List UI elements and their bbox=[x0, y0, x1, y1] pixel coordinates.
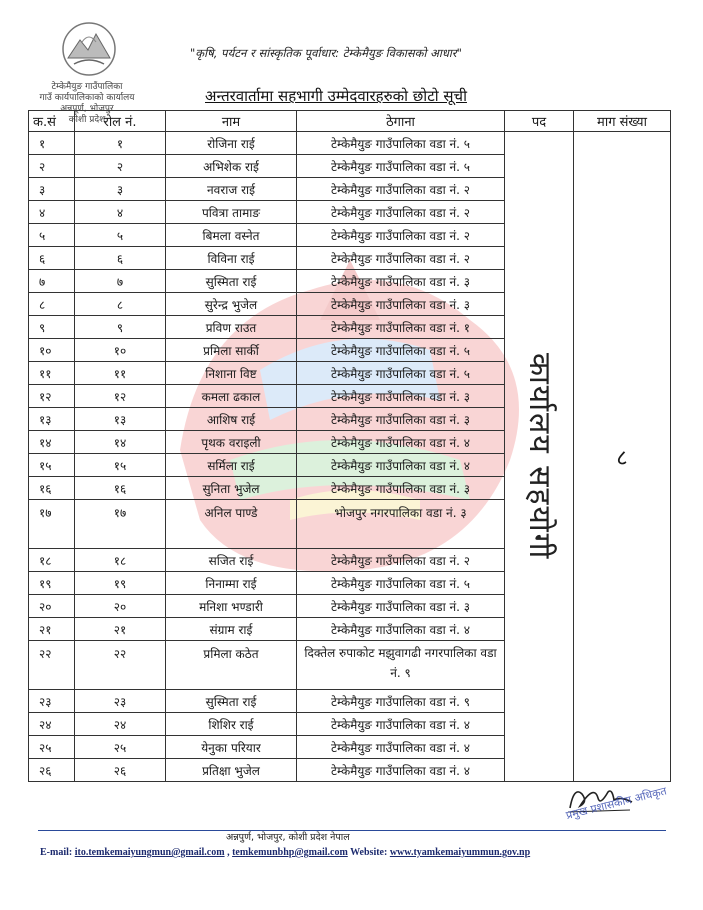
cell-name: अनिल पाण्डे bbox=[166, 500, 297, 549]
cell-sn: १० bbox=[29, 339, 75, 362]
cell-roll: ७ bbox=[75, 270, 166, 293]
cell-name: पृथक वराइली bbox=[166, 431, 297, 454]
cell-roll: ५ bbox=[75, 224, 166, 247]
cell-address: दिक्तेल रुपाकोट मझुवागढी नगरपालिका वडा नं. ९ bbox=[297, 641, 505, 690]
cell-address: टेम्केमैयुङ गाउँपालिका वडा नं. ३ bbox=[297, 293, 505, 316]
cell-name: विविना राई bbox=[166, 247, 297, 270]
cell-address: टेम्केमैयुङ गाउँपालिका वडा नं. ४ bbox=[297, 713, 505, 736]
cell-roll: २२ bbox=[75, 641, 166, 690]
cell-roll: २५ bbox=[75, 736, 166, 759]
cell-address: टेम्केमैयुङ गाउँपालिका वडा नं. २ bbox=[297, 247, 505, 270]
website-link[interactable]: www.tyamkemaiyummun.gov.np bbox=[389, 847, 531, 858]
page-title: अन्तरवार्तामा सहभागी उम्मेदवारहरुको छोटो सूची bbox=[205, 87, 467, 105]
cell-address: टेम्केमैयुङ गाउँपालिका वडा नं. ३ bbox=[297, 477, 505, 500]
cell-address: टेम्केमैयुङ गाउँपालिका वडा नं. ३ bbox=[297, 595, 505, 618]
demand-count: ८ bbox=[574, 132, 671, 782]
cell-roll: ३ bbox=[75, 178, 166, 201]
cell-name: प्रविण राउत bbox=[166, 316, 297, 339]
email-separator: , bbox=[227, 847, 230, 858]
cell-name: अभिशेक राई bbox=[166, 155, 297, 178]
website-label: Website: bbox=[350, 847, 388, 858]
officer-stamp: प्रमुख प्रशासकीय अधिकृत bbox=[564, 784, 668, 823]
cell-sn: १९ bbox=[29, 572, 75, 595]
logo-line-4: कोशी प्रदेश bbox=[68, 115, 106, 125]
cell-roll: ६ bbox=[75, 247, 166, 270]
email-link-1[interactable]: ito.temkemaiyungmun@gmail.com bbox=[74, 847, 225, 858]
cell-address: टेम्केमैयुङ गाउँपालिका वडा नं. २ bbox=[297, 549, 505, 572]
cell-sn: १३ bbox=[29, 408, 75, 431]
cell-sn: २६ bbox=[29, 759, 75, 782]
cell-roll: २० bbox=[75, 595, 166, 618]
cell-sn: २३ bbox=[29, 690, 75, 713]
cell-address: टेम्केमैयुङ गाउँपालिका वडा नं. ३ bbox=[297, 270, 505, 293]
email-link-2[interactable]: temkemunbhp@gmail.com bbox=[232, 847, 348, 858]
cell-name: आशिष राई bbox=[166, 408, 297, 431]
cell-roll: २३ bbox=[75, 690, 166, 713]
logo-line-3: अन्नपूर्ण, भोजपुर bbox=[60, 104, 114, 114]
cell-sn: ८ bbox=[29, 293, 75, 316]
cell-name: सुनिता भुजेल bbox=[166, 477, 297, 500]
cell-sn: १२ bbox=[29, 385, 75, 408]
cell-roll: २४ bbox=[75, 713, 166, 736]
cell-address: टेम्केमैयुङ गाउँपालिका वडा नं. ५ bbox=[297, 362, 505, 385]
cell-name: संग्राम राई bbox=[166, 618, 297, 641]
cell-name: रोजिना राई bbox=[166, 132, 297, 155]
cell-roll: १४ bbox=[75, 431, 166, 454]
cell-sn: ११ bbox=[29, 362, 75, 385]
cell-name: सुस्मिता राई bbox=[166, 270, 297, 293]
cell-address: टेम्केमैयुङ गाउँपालिका वडा नं. २ bbox=[297, 201, 505, 224]
emblem-icon bbox=[60, 20, 118, 78]
col-header-demand: माग संख्या bbox=[574, 111, 671, 132]
cell-name: प्रतिक्षा भुजेल bbox=[166, 759, 297, 782]
cell-address: टेम्केमैयुङ गाउँपालिका वडा नं. ५ bbox=[297, 155, 505, 178]
cell-name: शिशिर राई bbox=[166, 713, 297, 736]
cell-sn: १४ bbox=[29, 431, 75, 454]
cell-address: टेम्केमैयुङ गाउँपालिका वडा नं. ५ bbox=[297, 572, 505, 595]
cell-name: मनिशा भण्डारी bbox=[166, 595, 297, 618]
post-title: कार्यालय सहयोगी bbox=[522, 352, 557, 561]
cell-sn: २ bbox=[29, 155, 75, 178]
logo-line-1: टेम्केमैयुङ गाउँपालिका bbox=[51, 82, 123, 92]
cell-roll: १८ bbox=[75, 549, 166, 572]
cell-roll: ९ bbox=[75, 316, 166, 339]
post-cell bbox=[505, 132, 574, 782]
cell-roll: ११ bbox=[75, 362, 166, 385]
cell-address: टेम्केमैयुङ गाउँपालिका वडा नं. ४ bbox=[297, 454, 505, 477]
cell-address: टेम्केमैयुङ गाउँपालिका वडा नं. ९ bbox=[297, 690, 505, 713]
cell-address: टेम्केमैयुङ गाउँपालिका वडा नं. ४ bbox=[297, 431, 505, 454]
cell-name: बिमला वस्नेत bbox=[166, 224, 297, 247]
slogan: "कृषि, पर्यटन र सांस्कृतिक पूर्वाधार: टेम्केमैयुङ विकासको आधार" bbox=[190, 46, 462, 60]
cell-sn: २० bbox=[29, 595, 75, 618]
cell-name: प्रमिला सार्की bbox=[166, 339, 297, 362]
table-header-row bbox=[29, 111, 671, 132]
cell-sn: १५ bbox=[29, 454, 75, 477]
cell-sn: १ bbox=[29, 132, 75, 155]
cell-name: पवित्रा तामाङ bbox=[166, 201, 297, 224]
cell-sn: १८ bbox=[29, 549, 75, 572]
cell-address: टेम्केमैयुङ गाउँपालिका वडा नं. ४ bbox=[297, 618, 505, 641]
cell-sn: ७ bbox=[29, 270, 75, 293]
cell-sn: ४ bbox=[29, 201, 75, 224]
cell-name: सुरेन्द्र भुजेल bbox=[166, 293, 297, 316]
cell-roll: १२ bbox=[75, 385, 166, 408]
cell-address: टेम्केमैयुङ गाउँपालिका वडा नं. ३ bbox=[297, 385, 505, 408]
table-row bbox=[29, 132, 671, 155]
candidate-table bbox=[28, 110, 671, 782]
cell-roll: १६ bbox=[75, 477, 166, 500]
logo-line-2: गाउँ कार्यपालिकाको कार्यालय bbox=[39, 93, 135, 103]
cell-address: टेम्केमैयुङ गाउँपालिका वडा नं. ३ bbox=[297, 408, 505, 431]
col-header-address: ठेगाना bbox=[297, 111, 505, 132]
cell-address: टेम्केमैयुङ गाउँपालिका वडा नं. २ bbox=[297, 178, 505, 201]
cell-sn: १७ bbox=[29, 500, 75, 549]
cell-roll: ४ bbox=[75, 201, 166, 224]
col-header-post: पद bbox=[505, 111, 574, 132]
cell-sn: ६ bbox=[29, 247, 75, 270]
cell-roll: २ bbox=[75, 155, 166, 178]
cell-roll: १७ bbox=[75, 500, 166, 549]
cell-sn: ५ bbox=[29, 224, 75, 247]
cell-roll: २६ bbox=[75, 759, 166, 782]
cell-name: नवराज राई bbox=[166, 178, 297, 201]
cell-address: टेम्केमैयुङ गाउँपालिका वडा नं. २ bbox=[297, 224, 505, 247]
cell-name: येनुका परियार bbox=[166, 736, 297, 759]
cell-address: भोजपुर नगरपालिका वडा नं. ३ bbox=[297, 500, 505, 549]
cell-sn: २४ bbox=[29, 713, 75, 736]
cell-sn: ९ bbox=[29, 316, 75, 339]
cell-address: टेम्केमैयुङ गाउँपालिका वडा नं. ५ bbox=[297, 339, 505, 362]
cell-name: कमला ढकाल bbox=[166, 385, 297, 408]
cell-sn: ३ bbox=[29, 178, 75, 201]
cell-roll: १ bbox=[75, 132, 166, 155]
cell-sn: २५ bbox=[29, 736, 75, 759]
cell-sn: २१ bbox=[29, 618, 75, 641]
cell-address: टेम्केमैयुङ गाउँपालिका वडा नं. ५ bbox=[297, 132, 505, 155]
footer-contact bbox=[40, 847, 530, 858]
col-header-sn: क.सं bbox=[29, 111, 75, 132]
footer-address: अन्नपुर्ण, भोजपुर, कोशी प्रदेश नेपाल bbox=[226, 832, 350, 843]
cell-roll: १० bbox=[75, 339, 166, 362]
cell-address: टेम्केमैयुङ गाउँपालिका वडा नं. ४ bbox=[297, 736, 505, 759]
cell-roll: ८ bbox=[75, 293, 166, 316]
cell-roll: २१ bbox=[75, 618, 166, 641]
cell-name: सर्मिला राई bbox=[166, 454, 297, 477]
cell-name: सुस्मिता राई bbox=[166, 690, 297, 713]
col-header-roll: रोल नं. bbox=[75, 111, 166, 132]
cell-name: निनाम्मा राई bbox=[166, 572, 297, 595]
col-header-name: नाम bbox=[166, 111, 297, 132]
footer-divider bbox=[38, 830, 666, 831]
cell-roll: १९ bbox=[75, 572, 166, 595]
cell-name: सजित राई bbox=[166, 549, 297, 572]
cell-name: निशाना विष्ट bbox=[166, 362, 297, 385]
cell-address: टेम्केमैयुङ गाउँपालिका वडा नं. ४ bbox=[297, 759, 505, 782]
cell-roll: १३ bbox=[75, 408, 166, 431]
cell-sn: २२ bbox=[29, 641, 75, 690]
cell-name: प्रमिला कठेत bbox=[166, 641, 297, 690]
email-label: E-mail: bbox=[40, 847, 73, 858]
cell-address: टेम्केमैयुङ गाउँपालिका वडा नं. १ bbox=[297, 316, 505, 339]
cell-roll: १५ bbox=[75, 454, 166, 477]
cell-sn: १६ bbox=[29, 477, 75, 500]
